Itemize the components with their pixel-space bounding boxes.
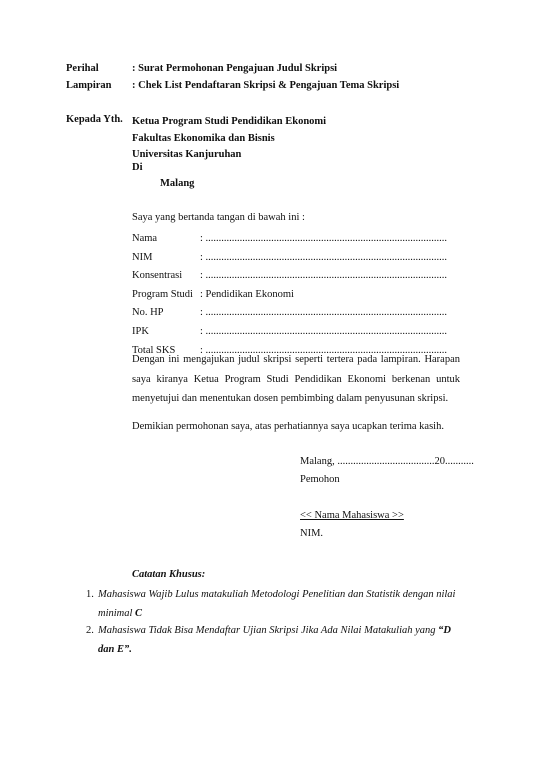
note-number: 2.: [86, 625, 94, 636]
field-label: IPK: [132, 325, 149, 337]
field-value: : ............................................................................................: [200, 344, 448, 356]
note-number: 1.: [86, 589, 94, 600]
field-label: Program Studi: [132, 288, 193, 300]
signature-name: << Nama Mahasiswa >>: [300, 510, 404, 521]
note-text: Mahasiswa Wajib Lulus matakuliah Metodologi Penelitian dan Statistik dengan nilai minimal: [98, 589, 456, 619]
recipient-label: Kepada Yth.: [66, 114, 123, 125]
perihal-row: [66, 63, 337, 74]
note-emphasis: C: [135, 608, 143, 619]
field-ipk: [132, 323, 447, 342]
field-label: Nama: [132, 233, 158, 244]
field-no-hp: [132, 304, 447, 323]
field-label: Konsentrasi: [132, 270, 183, 282]
field-value: : ............................................................................................: [200, 325, 448, 337]
field-value: : Pendidikan Ekonomi: [200, 288, 294, 300]
note-item: [66, 585, 464, 623]
field-value: : ............................................................................................: [200, 251, 448, 263]
note-item: [66, 621, 464, 659]
lampiran-row: [66, 80, 399, 91]
intro-text: Saya yang bertanda tangan di bawah ini :: [132, 212, 305, 223]
notes-title: Catatan Khusus:: [132, 569, 206, 580]
applicant-fields: [132, 230, 447, 360]
perihal-value: : Surat Permohonan Pengajuan Judul Skripsi: [132, 63, 338, 74]
perihal-label: Perihal: [66, 63, 99, 74]
field-program-studi: [132, 286, 447, 305]
note-emphasis: “D dan E”.: [98, 625, 452, 655]
field-label: No. HP: [132, 307, 164, 319]
field-value: : ............................................................................................: [200, 307, 448, 319]
field-label: Total SKS: [132, 344, 176, 356]
request-paragraph: Dengan ini mengajukan judul skripsi seperti tertera pada lampiran. Harapan saya kiranya Ketua Program Studi Pendidikan Ekonomi berkenan untuk menyetujui dan menentukan dosen pembimbing dalam penyusunan skripsi.: [132, 354, 460, 404]
field-konsentrasi: [132, 267, 447, 286]
closing-text: Demikian permohonan saya, atas perhatiannya saya ucapkan terima kasih.: [132, 421, 444, 432]
recipient-city: Malang: [160, 178, 195, 189]
note-text-wrap: [66, 621, 464, 659]
field-value: : ............................................................................................: [200, 233, 448, 244]
signature-nim: NIM.: [300, 528, 324, 539]
lampiran-label: Lampiran: [66, 80, 112, 91]
recipient-line-3: Universitas Kanjuruhan: [132, 149, 242, 160]
recipient-di: Di: [132, 162, 143, 173]
note-text-wrap: [66, 585, 464, 623]
lampiran-value: : Chek List Pendaftaran Skripsi & Pengajuan Tema Skripsi: [132, 80, 400, 91]
recipient-line-2: Fakultas Ekonomika dan Bisnis: [132, 132, 275, 144]
note-text: Mahasiswa Tidak Bisa Mendaftar Ujian Skripsi Jika Ada Nilai Matakuliah yang: [98, 625, 439, 636]
recipient-address: [132, 114, 326, 164]
field-nama: [132, 230, 447, 249]
recipient-line-1: Ketua Program Studi Pendidikan Ekonomi: [132, 116, 327, 127]
signature-place-date: Malang, .....................................20...........: [300, 456, 474, 467]
field-label: NIM: [132, 251, 153, 263]
signature-role: Pemohon: [300, 474, 340, 485]
field-nim: [132, 249, 447, 268]
field-value: : ............................................................................................: [200, 270, 448, 282]
